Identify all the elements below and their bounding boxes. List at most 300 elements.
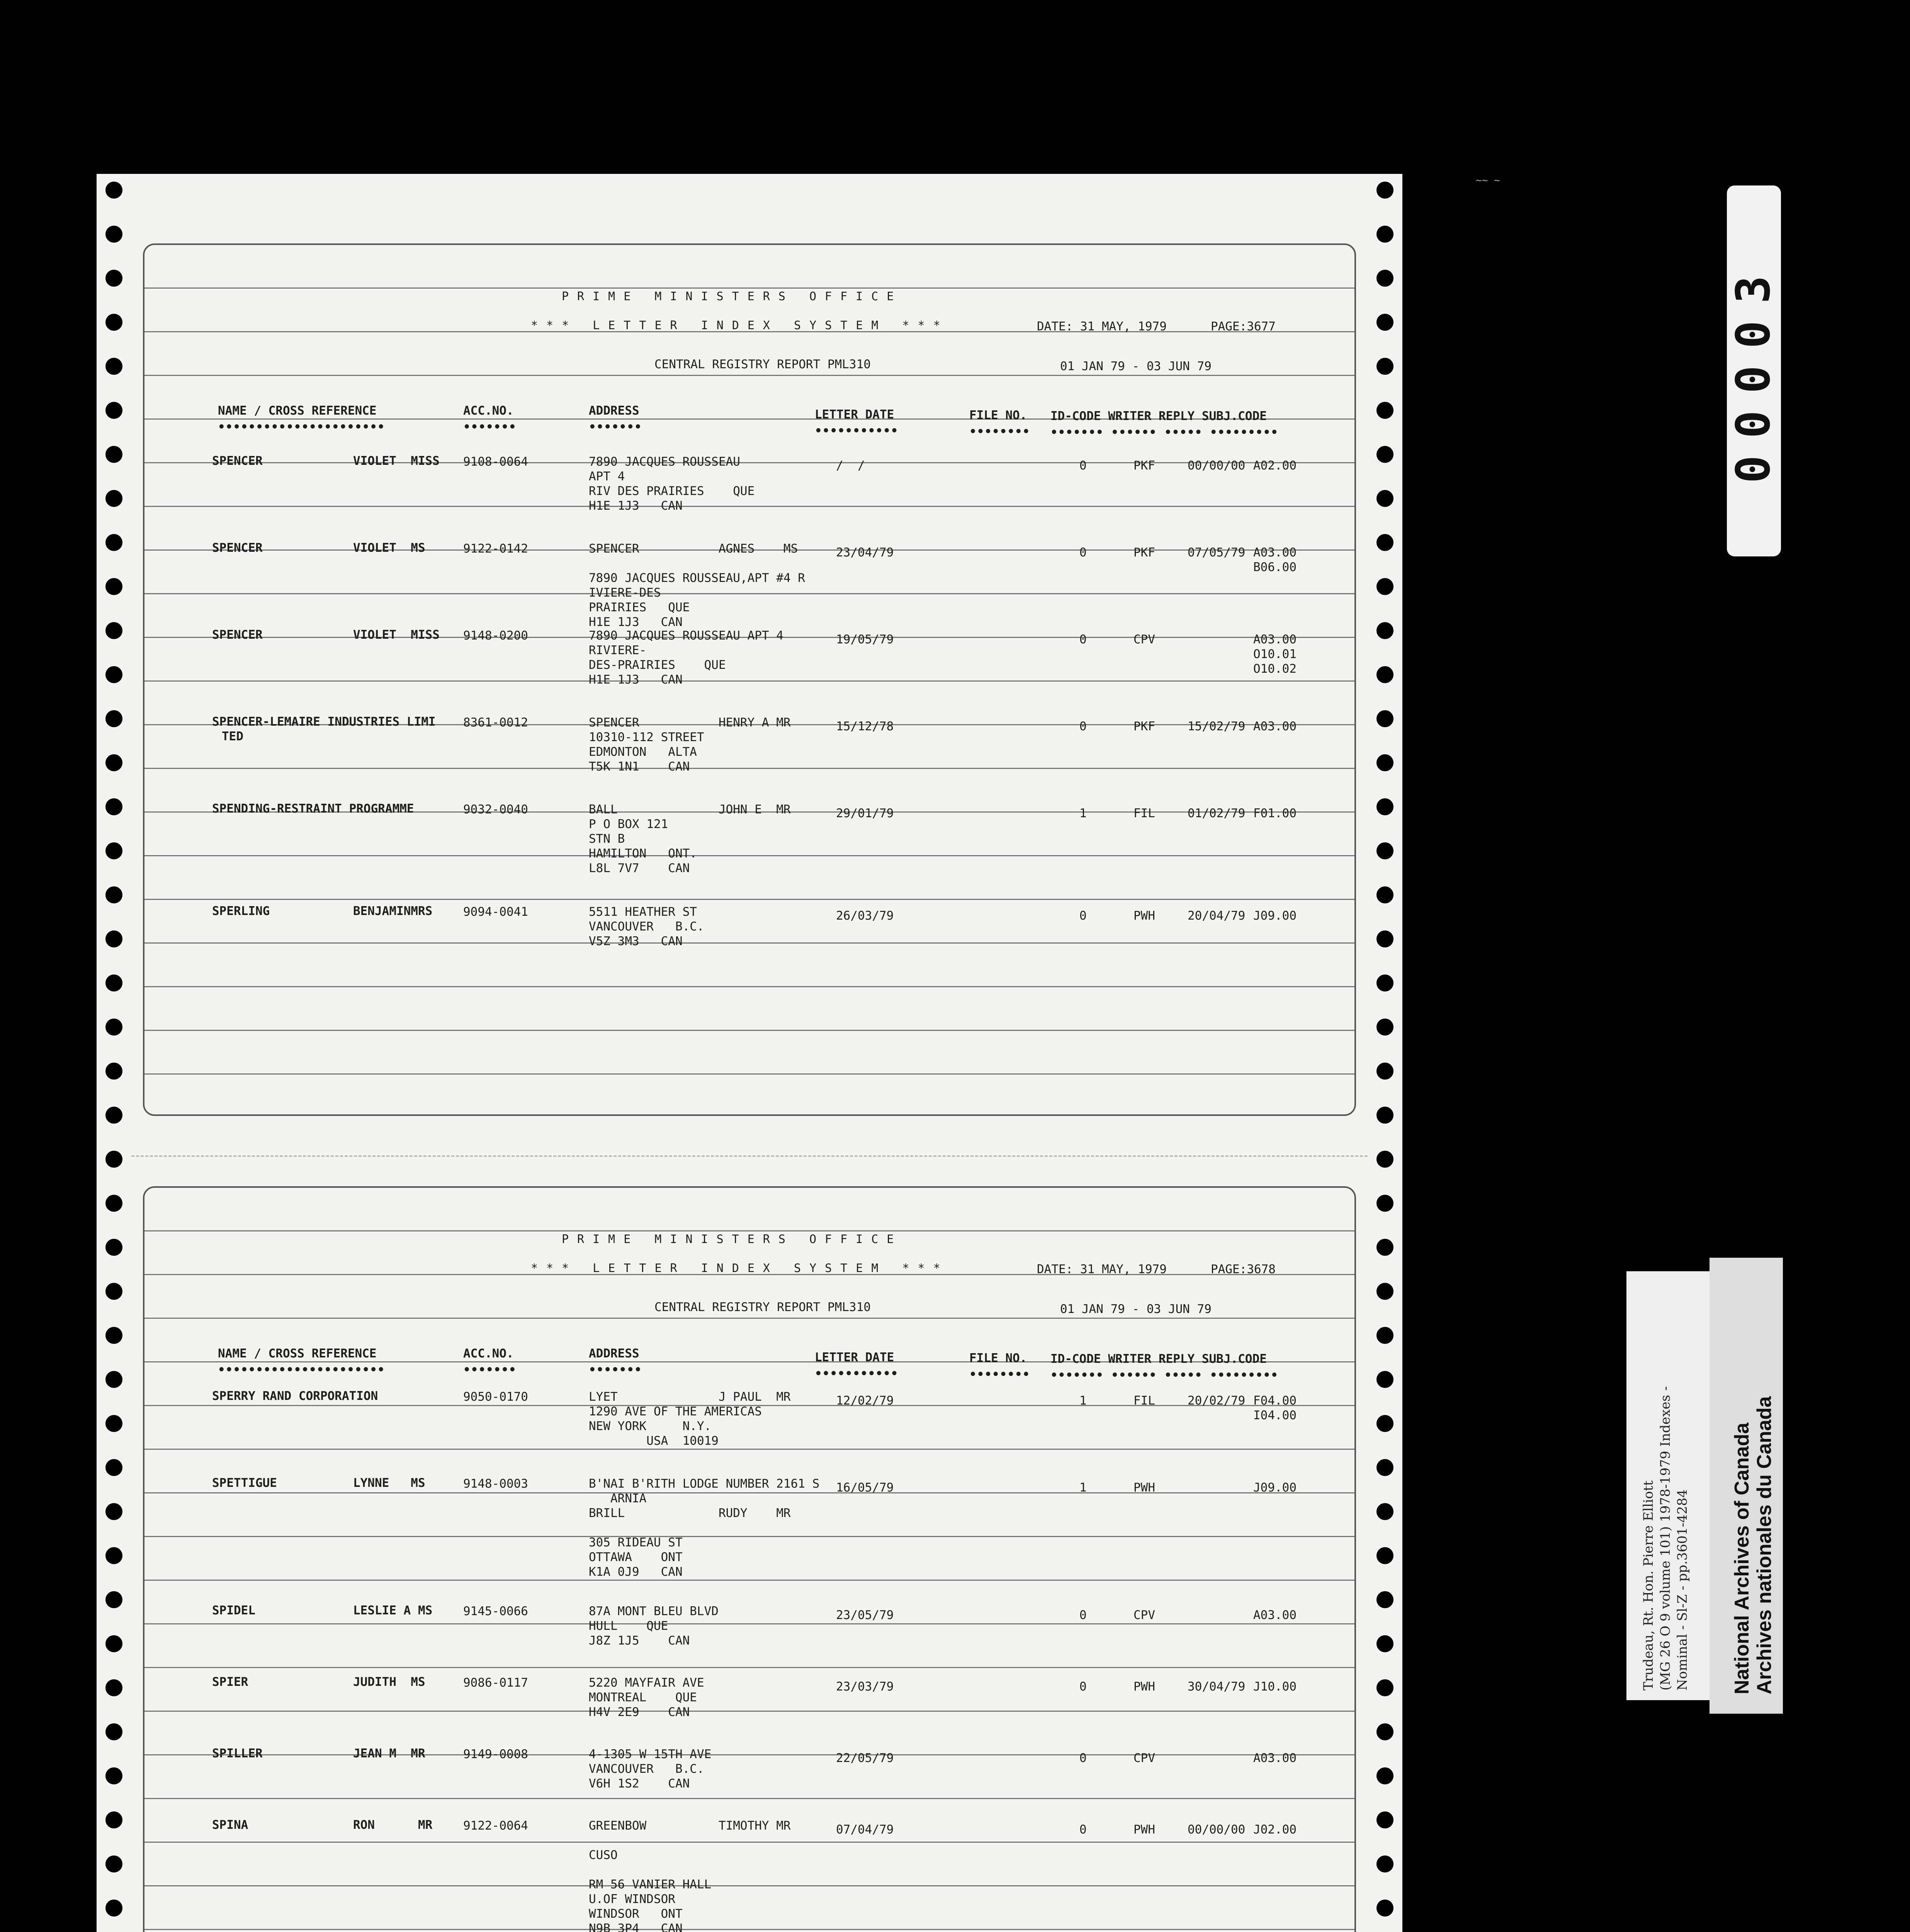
- entry-surname: SPERLING: [212, 904, 270, 918]
- tractor-hole: [1376, 1900, 1393, 1917]
- entry-address-line: IVIERE-DES: [589, 586, 661, 600]
- entry-address-line: PRAIRIES QUE: [589, 600, 690, 614]
- entry-address-line: B'NAI B'RITH LODGE NUMBER 2161 S: [589, 1477, 820, 1491]
- tractor-hole: [1376, 930, 1393, 947]
- column-codes: ID-CODE WRITER REPLY SUBJ.CODE: [1050, 1352, 1267, 1366]
- column-underline: •••••••: [463, 420, 517, 434]
- tractor-hole: [105, 182, 122, 199]
- tractor-hole: [105, 358, 122, 375]
- column-letter-date: LETTER DATE: [815, 408, 894, 422]
- entry-address-line: H4V 2E9 CAN: [589, 1705, 690, 1719]
- tractor-hole: [105, 226, 122, 243]
- entry-id-code: 0: [1079, 459, 1087, 473]
- entry-subject-code: J10.00: [1253, 1680, 1297, 1694]
- tractor-hole: [105, 1107, 122, 1124]
- column-underline: •••••••••••: [815, 1367, 899, 1381]
- tractor-hole: [1376, 842, 1393, 859]
- entry-surname: SPERRY RAND CORPORATION: [212, 1389, 378, 1403]
- entry-acc-no: 9148-0200: [463, 629, 528, 643]
- ruled-line: [144, 1449, 1354, 1450]
- column-underline: ••••••••: [969, 1367, 1030, 1381]
- tractor-hole: [105, 490, 122, 507]
- entry-reply-date: 15/02/79: [1188, 719, 1246, 733]
- frame-number: 00003: [1727, 259, 1781, 483]
- system-title: *** LETTER INDEX SYSTEM ***: [531, 1262, 949, 1275]
- ruled-line: [144, 1073, 1354, 1075]
- tractor-hole: [105, 1283, 122, 1300]
- tractor-hole: [1376, 1239, 1393, 1256]
- tractor-hole: [105, 1327, 122, 1344]
- tractor-hole: [105, 1371, 122, 1388]
- column-codes: ID-CODE WRITER REPLY SUBJ.CODE: [1050, 409, 1267, 423]
- entry-address-line: H1E 1J3 CAN: [589, 673, 683, 687]
- ruled-line: [144, 899, 1354, 900]
- entry-address-line: 5511 HEATHER ST: [589, 905, 697, 919]
- entry-address-line: H1E 1J3 CAN: [589, 499, 683, 513]
- entry-given-name: LESLIE A MS: [353, 1604, 433, 1617]
- tractor-hole: [1376, 1195, 1393, 1212]
- entry-surname: SPENCER: [212, 541, 263, 555]
- entry-address-line: RM 56 VANIER HALL: [589, 1878, 712, 1891]
- tractor-hole: [105, 1679, 122, 1696]
- entry-letter-date: 12/02/79: [836, 1394, 894, 1408]
- tractor-hole: [1376, 1855, 1393, 1872]
- entry-address-line: VANCOUVER B.C.: [589, 920, 704, 934]
- entry-address-line: T5K 1N1 CAN: [589, 760, 690, 774]
- tractor-hole: [105, 666, 122, 683]
- ruled-line: [144, 1798, 1354, 1799]
- column-underline: •••••••: [589, 1363, 642, 1377]
- entry-address-line: BALL JOHN E MR: [589, 803, 791, 816]
- tractor-hole: [105, 1635, 122, 1652]
- tractor-holes-left: [97, 174, 131, 1932]
- page-perforation: [131, 1155, 1368, 1157]
- entry-subject-code: F04.00: [1253, 1394, 1297, 1408]
- entry-address-line: GREENBOW TIMOTHY MR: [589, 1819, 791, 1833]
- report-page-1: [143, 243, 1356, 1116]
- entry-acc-no: 9086-0117: [463, 1676, 528, 1690]
- archive-label-line-1: Trudeau, Rt. Hon. Pierre Elliott: [1641, 1480, 1656, 1690]
- ruled-line: [144, 680, 1354, 682]
- tractor-hole: [105, 930, 122, 947]
- entry-address-line: USA 10019: [589, 1434, 719, 1448]
- tractor-hole: [1376, 1063, 1393, 1080]
- tractor-hole: [1376, 622, 1393, 639]
- column-name: NAME / CROSS REFERENCE: [218, 1347, 377, 1361]
- entry-surname: SPENCER: [212, 454, 263, 468]
- entry-writer: FIL: [1133, 1394, 1155, 1408]
- ruled-line: [144, 986, 1354, 987]
- entry-reply-date: 20/04/79: [1188, 909, 1246, 923]
- ruled-line: [144, 1030, 1354, 1031]
- entry-address-line: V6H 1S2 CAN: [589, 1777, 690, 1791]
- report-date: DATE: 31 MAY, 1979: [1037, 1262, 1167, 1276]
- column-underline: ••••••• •••••• ••••• •••••••••: [1050, 425, 1278, 439]
- column-letter-date: LETTER DATE: [815, 1350, 894, 1364]
- entry-address-line: NEW YORK N.Y.: [589, 1419, 712, 1433]
- entry-writer: PWH: [1133, 1481, 1155, 1495]
- entry-subject-code: J09.00: [1253, 1481, 1297, 1495]
- report-page-2: [143, 1186, 1356, 1932]
- tractor-hole: [1376, 1723, 1393, 1740]
- entry-address-line: U.OF WINDSOR: [589, 1892, 675, 1906]
- entry-surname: SPENDING-RESTRAINT PROGRAMME: [212, 802, 414, 816]
- tractor-hole: [1376, 1019, 1393, 1036]
- tractor-hole: [1376, 358, 1393, 375]
- entry-address-line: MONTREAL QUE: [589, 1690, 697, 1704]
- tractor-hole: [1376, 1327, 1393, 1344]
- ruled-line: [144, 593, 1354, 594]
- entry-address-line: CUSO: [589, 1848, 618, 1862]
- tractor-hole: [105, 754, 122, 771]
- page-number: PAGE:3678: [1211, 1262, 1276, 1276]
- entry-address-line: HULL QUE: [589, 1619, 668, 1633]
- tractor-hole: [105, 534, 122, 551]
- entry-subject-code: A02.00: [1253, 459, 1297, 473]
- entry-address-line: HAMILTON ONT.: [589, 847, 697, 861]
- entry-surname: SPIER: [212, 1675, 248, 1689]
- entry-address-line: VANCOUVER B.C.: [589, 1762, 704, 1776]
- tractor-hole: [105, 886, 122, 903]
- tractor-hole: [105, 1547, 122, 1564]
- entry-letter-date: 15/12/78: [836, 719, 894, 733]
- ruled-line: [144, 506, 1354, 507]
- entry-subject-code: A03.00: [1253, 719, 1297, 733]
- entry-subject-code: J09.00: [1253, 909, 1297, 923]
- tractor-hole: [1376, 1811, 1393, 1828]
- page-number: PAGE:3677: [1211, 320, 1276, 333]
- tractor-hole: [1376, 1151, 1393, 1168]
- entry-given-name: RON MR: [353, 1818, 433, 1832]
- archive-name-fr: Archives nationales du Canada: [1753, 1396, 1776, 1694]
- entry-address-line: 1290 AVE OF THE AMERICAS: [589, 1405, 762, 1418]
- tractor-hole: [1376, 270, 1393, 287]
- entry-address-line: SPENCER HENRY A MR: [589, 716, 791, 730]
- entry-address-line: 4-1305 W 15TH AVE: [589, 1747, 712, 1761]
- entry-id-code: 0: [1079, 633, 1087, 646]
- column-acc-no: ACC.NO.: [463, 1347, 514, 1361]
- entry-letter-date: 23/03/79: [836, 1680, 894, 1694]
- entry-surname: SPIDEL: [212, 1604, 255, 1617]
- entry-letter-date: 19/05/79: [836, 633, 894, 646]
- entry-given-name: JUDITH MS: [353, 1675, 425, 1689]
- tractor-hole: [1376, 534, 1393, 551]
- entry-given-name: BENJAMINMRS: [353, 904, 433, 918]
- tractor-hole: [1376, 1547, 1393, 1564]
- ruled-line: [144, 1754, 1354, 1755]
- entry-id-code: 1: [1079, 1481, 1087, 1495]
- column-underline: •••••••: [463, 1363, 517, 1377]
- entry-reply-date: 01/02/79: [1188, 806, 1246, 820]
- tractor-hole: [105, 1900, 122, 1917]
- ruled-line: [144, 1929, 1354, 1930]
- entry-id-code: 0: [1079, 1751, 1087, 1765]
- tractor-hole: [105, 1723, 122, 1740]
- ruled-line: [144, 375, 1354, 376]
- entry-surname: SPINA: [212, 1818, 248, 1832]
- tractor-hole: [1376, 975, 1393, 992]
- tractor-hole: [1376, 1107, 1393, 1124]
- tractor-hole: [1376, 1415, 1393, 1432]
- entry-address-line: 10310-112 STREET: [589, 730, 704, 744]
- ruled-line: [144, 287, 1354, 289]
- date-range: 01 JAN 79 - 03 JUN 79: [1060, 359, 1212, 373]
- entry-acc-no: 9122-0064: [463, 1819, 528, 1833]
- tractor-hole: [1376, 578, 1393, 595]
- entry-reply-date: 00/00/00: [1188, 1823, 1246, 1837]
- entry-subject-code: I04.00: [1253, 1408, 1297, 1422]
- ruled-line: [144, 1711, 1354, 1712]
- office-title: PRIME MINISTERS OFFICE: [562, 1233, 902, 1246]
- entry-id-code: 0: [1079, 719, 1087, 733]
- entry-address-line: WINDSOR ONT: [589, 1907, 683, 1921]
- entry-writer: PWH: [1133, 1680, 1155, 1694]
- entry-address-line: N9B 3P4 CAN: [589, 1922, 683, 1932]
- ruled-line: [144, 1536, 1354, 1537]
- column-underline: •••••••: [589, 420, 642, 434]
- ruled-line: [144, 1580, 1354, 1581]
- entry-given-name: VIOLET MS: [353, 541, 425, 555]
- column-underline: ••••••••••••••••••••••: [218, 1363, 385, 1377]
- tractor-hole: [105, 1063, 122, 1080]
- tractor-hole: [105, 446, 122, 463]
- tractor-hole: [1376, 1635, 1393, 1652]
- entry-subject-code: A03.00: [1253, 633, 1297, 646]
- column-underline: ••••••••: [969, 425, 1030, 439]
- entry-surname: SPETTIGUE: [212, 1476, 277, 1490]
- entry-reply-date: 20/02/79: [1188, 1394, 1246, 1408]
- system-title: *** LETTER INDEX SYSTEM ***: [531, 319, 949, 332]
- tractor-hole: [105, 1767, 122, 1784]
- tractor-hole: [1376, 226, 1393, 243]
- entry-address-line: K1A 0J9 CAN: [589, 1565, 683, 1579]
- entry-surname: SPENCER-LEMAIRE INDUSTRIES LIMI: [212, 715, 436, 729]
- tractor-hole: [1376, 710, 1393, 727]
- tractor-hole: [1376, 666, 1393, 683]
- entry-subject-code: B06.00: [1253, 560, 1297, 574]
- tractor-hole: [105, 402, 122, 419]
- column-underline: ••••••••••••••••••••••: [218, 420, 385, 434]
- entry-acc-no: 9108-0064: [463, 455, 528, 469]
- date-range: 01 JAN 79 - 03 JUN 79: [1060, 1302, 1212, 1316]
- tractor-hole: [105, 1195, 122, 1212]
- entry-id-code: 1: [1079, 1394, 1087, 1408]
- entry-given-name: VIOLET MISS: [353, 454, 440, 468]
- office-title: PRIME MINISTERS OFFICE: [562, 290, 902, 303]
- entry-acc-no: 9149-0008: [463, 1747, 528, 1761]
- column-address: ADDRESS: [589, 404, 639, 418]
- printout-sheet: [97, 174, 1402, 1932]
- tractor-hole: [105, 622, 122, 639]
- entry-reply-date: 30/04/79: [1188, 1680, 1246, 1694]
- column-name: NAME / CROSS REFERENCE: [218, 404, 377, 418]
- column-file-no: FILE NO.: [969, 408, 1027, 422]
- entry-writer: PKF: [1133, 546, 1155, 560]
- ruled-line: [144, 1623, 1354, 1624]
- entry-id-code: 0: [1079, 1823, 1087, 1837]
- entry-address-line: 305 RIDEAU ST: [589, 1536, 683, 1549]
- tractor-hole: [105, 1459, 122, 1476]
- tractor-hole: [105, 1415, 122, 1432]
- tractor-hole: [105, 270, 122, 287]
- entry-letter-date: 23/05/79: [836, 1608, 894, 1622]
- entry-acc-no: 9032-0040: [463, 803, 528, 816]
- tractor-hole: [105, 1503, 122, 1520]
- ruled-line: [144, 855, 1354, 856]
- tractor-hole: [105, 842, 122, 859]
- entry-writer: CPV: [1133, 1751, 1155, 1765]
- ruled-line: [144, 1318, 1354, 1319]
- tractor-hole: [1376, 314, 1393, 331]
- ruled-line: [144, 1885, 1354, 1886]
- column-acc-no: ACC.NO.: [463, 404, 514, 418]
- entry-acc-no: 9050-0170: [463, 1390, 528, 1404]
- entry-subject-code: O10.01: [1253, 647, 1297, 661]
- entry-writer: CPV: [1133, 633, 1155, 646]
- entry-writer: PKF: [1133, 459, 1155, 473]
- entry-writer: PKF: [1133, 719, 1155, 733]
- tractor-hole: [1376, 1371, 1393, 1388]
- entry-reply-date: 07/05/79: [1188, 546, 1246, 560]
- entry-surname: SPILLER: [212, 1747, 263, 1760]
- tractor-hole: [105, 314, 122, 331]
- entry-subject-code: F01.00: [1253, 806, 1297, 820]
- entry-address-line: SPENCER AGNES MS: [589, 542, 798, 556]
- entry-surname: SPENCER: [212, 628, 263, 642]
- entry-letter-date: 23/04/79: [836, 546, 894, 560]
- entry-subject-code: O10.02: [1253, 662, 1297, 676]
- tractor-hole: [1376, 182, 1393, 199]
- entry-id-code: 0: [1079, 546, 1087, 560]
- entry-address-line: 7890 JACQUES ROUSSEAU: [589, 455, 740, 469]
- tractor-hole: [105, 710, 122, 727]
- entry-address-line: STN B: [589, 832, 625, 846]
- ruled-line: [144, 1667, 1354, 1668]
- tractor-hole: [105, 1019, 122, 1036]
- entry-address-line: V5Z 3M3 CAN: [589, 934, 683, 948]
- entry-given-name: JEAN M MR: [353, 1747, 425, 1760]
- entry-address-line: 87A MONT BLEU BLVD: [589, 1604, 719, 1618]
- entry-address-line: 7890 JACQUES ROUSSEAU APT 4: [589, 629, 783, 643]
- tractor-hole: [105, 1855, 122, 1872]
- archive-label-line-2: (MG 26 O 9 volume 101) 1978-1979 Indexes -: [1658, 1386, 1673, 1690]
- entry-subject-code: A03.00: [1253, 1608, 1297, 1622]
- tractor-hole: [105, 975, 122, 992]
- tractor-hole: [105, 578, 122, 595]
- entry-address-line: LYET J PAUL MR: [589, 1390, 791, 1404]
- tractor-hole: [1376, 446, 1393, 463]
- entry-subject-code: A03.00: [1253, 1751, 1297, 1765]
- entry-id-code: 0: [1079, 909, 1087, 923]
- tractor-hole: [105, 1591, 122, 1608]
- entry-address-line: 7890 JACQUES ROUSSEAU,APT #4 R: [589, 571, 805, 585]
- tractor-hole: [1376, 1767, 1393, 1784]
- tractor-hole: [1376, 1283, 1393, 1300]
- report-name: CENTRAL REGISTRY REPORT PML310: [654, 1300, 871, 1314]
- tractor-holes-right: [1368, 174, 1402, 1932]
- column-underline: •••••••••••: [815, 424, 899, 438]
- tractor-hole: [1376, 798, 1393, 815]
- column-file-no: FILE NO.: [969, 1351, 1027, 1365]
- entry-given-name: LYNNE MS: [353, 1476, 425, 1490]
- film-mark: ~~ ~: [1476, 175, 1500, 186]
- entry-given-name: VIOLET MISS: [353, 628, 440, 642]
- column-address: ADDRESS: [589, 1347, 639, 1361]
- tractor-hole: [1376, 754, 1393, 771]
- entry-address-line: H1E 1J3 CAN: [589, 615, 683, 629]
- entry-letter-date: 07/04/79: [836, 1823, 894, 1837]
- entry-address-line: OTTAWA ONT: [589, 1550, 683, 1564]
- entry-reply-date: 00/00/00: [1188, 459, 1246, 473]
- entry-acc-no: 9148-0003: [463, 1477, 528, 1491]
- frame-number-stamp: [1727, 185, 1781, 556]
- entry-acc-no: 9122-0142: [463, 542, 528, 556]
- entry-address-line: J8Z 1J5 CAN: [589, 1634, 690, 1648]
- ruled-line: [144, 768, 1354, 769]
- ruled-line: [144, 1230, 1354, 1231]
- entry-letter-date: / /: [836, 459, 865, 473]
- entry-acc-no: 9094-0041: [463, 905, 528, 919]
- entry-address-line: 5220 MAYFAIR AVE: [589, 1676, 704, 1690]
- tractor-hole: [1376, 1591, 1393, 1608]
- report-name: CENTRAL REGISTRY REPORT PML310: [654, 357, 871, 371]
- tractor-hole: [1376, 1503, 1393, 1520]
- entry-address-line: ARNIA: [589, 1492, 647, 1505]
- entry-address-line: EDMONTON ALTA: [589, 745, 697, 759]
- entry-id-code: 0: [1079, 1608, 1087, 1622]
- entry-subject-code: J02.00: [1253, 1823, 1297, 1837]
- tractor-hole: [1376, 1679, 1393, 1696]
- archive-reference-label: [1626, 1271, 1709, 1700]
- tractor-hole: [105, 1239, 122, 1256]
- entry-writer: PWH: [1133, 1823, 1155, 1837]
- tractor-hole: [105, 1811, 122, 1828]
- ruled-line: [144, 942, 1354, 944]
- report-date: DATE: 31 MAY, 1979: [1037, 320, 1167, 333]
- entry-letter-date: 29/01/79: [836, 806, 894, 820]
- tractor-hole: [105, 798, 122, 815]
- entry-address-line: APT 4: [589, 469, 625, 483]
- tractor-hole: [1376, 402, 1393, 419]
- tractor-hole: [105, 1151, 122, 1168]
- entry-acc-no: 8361-0012: [463, 716, 528, 730]
- ruled-line: [144, 1842, 1354, 1843]
- archive-label-line-3: Nominal - Sl-Z - pp.3601-4284: [1675, 1489, 1690, 1690]
- entry-id-code: 0: [1079, 1680, 1087, 1694]
- entry-address-line: RIV DES PRAIRIES QUE: [589, 484, 755, 498]
- entry-address-line: L8L 7V7 CAN: [589, 861, 690, 875]
- entry-surname-cont: TED: [222, 730, 243, 743]
- archive-name-en: National Archives of Canada: [1731, 1422, 1753, 1694]
- ruled-line: [144, 1492, 1354, 1493]
- entry-id-code: 1: [1079, 806, 1087, 820]
- entry-address-line: P O BOX 121: [589, 817, 668, 831]
- tractor-hole: [1376, 1459, 1393, 1476]
- ruled-line: [144, 462, 1354, 463]
- tractor-hole: [1376, 886, 1393, 903]
- entry-acc-no: 9145-0066: [463, 1604, 528, 1618]
- entry-letter-date: 22/05/79: [836, 1751, 894, 1765]
- entry-writer: CPV: [1133, 1608, 1155, 1622]
- entry-letter-date: 16/05/79: [836, 1481, 894, 1495]
- entry-address-line: RIVIERE-: [589, 643, 647, 657]
- entry-writer: FIL: [1133, 806, 1155, 820]
- entry-subject-code: A03.00: [1253, 546, 1297, 560]
- entry-address-line: DES-PRAIRIES QUE: [589, 658, 726, 672]
- archive-name-label: [1709, 1258, 1783, 1714]
- entry-writer: PWH: [1133, 909, 1155, 923]
- entry-letter-date: 26/03/79: [836, 909, 894, 923]
